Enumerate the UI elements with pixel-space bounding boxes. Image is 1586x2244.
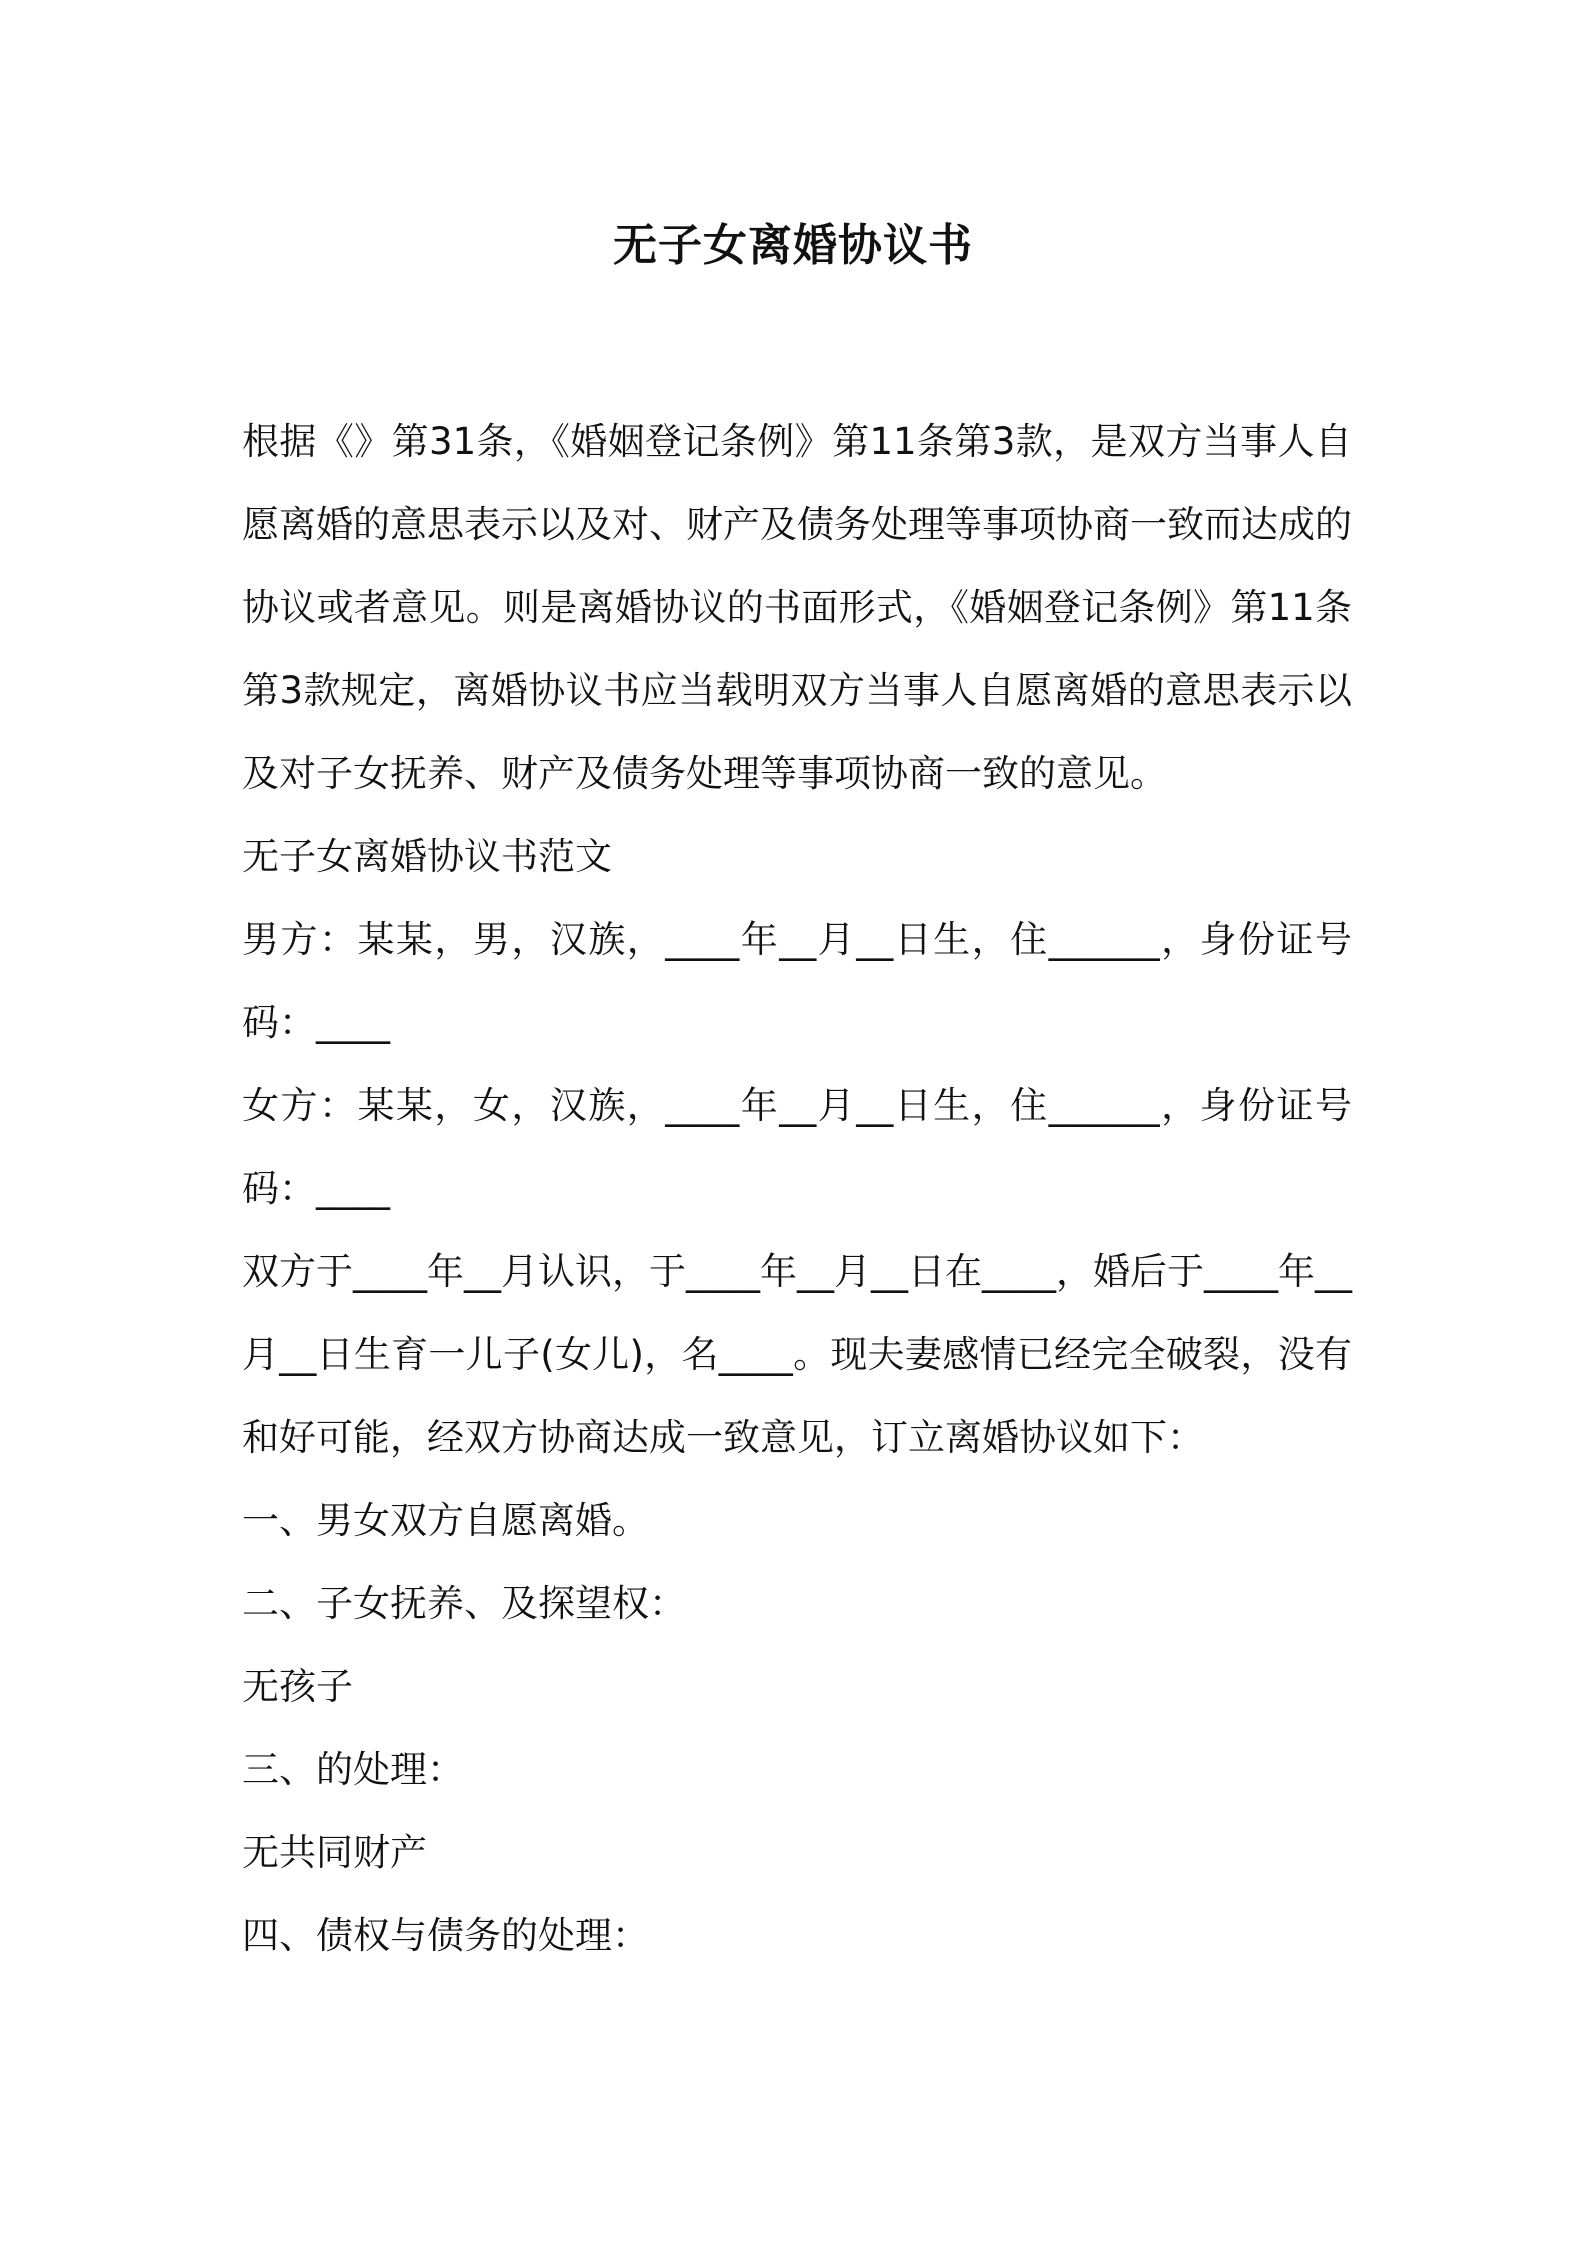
document-title: 无子女离婚协议书 <box>613 220 973 271</box>
sample-heading: 无子女离婚协议书范文 <box>242 835 612 878</box>
clause-2-heading: 二、子女抚养、及探望权： <box>242 1582 686 1625</box>
clause-3-content: 无共同财产 <box>242 1831 427 1874</box>
marriage-background: 双方于____年__月认识，于____年__月__日在____，婚后于____年__月__日生育一儿子(女儿)，名____。现夫妻感情已经完全破裂，没有和好可能，经双方协商达成一致意见，订立离婚协议如下： <box>242 1250 1352 1459</box>
intro-paragraph: 根据《》第31条，《婚姻登记条例》第11条第3款，是双方当事人自愿离婚的意思表示以及对、财产及债务处理等事项协商一致而达成的协议或者意见。则是离婚协议的书面形式，《婚姻登记条例》第11条第3款规定，离婚协议书应当载明双方当事人自愿离婚的意思表示以及对子女抚养、财产及债务处理等事项协商一致的意见。 <box>242 420 1352 795</box>
clause-2-content: 无孩子 <box>242 1665 353 1708</box>
clause-1: 一、男女双方自愿离婚。 <box>242 1499 649 1542</box>
clause-4-heading: 四、债权与债务的处理： <box>242 1914 649 1957</box>
male-party-info: 男方：某某，男，汉族，____年__月__日生，住______，身份证号码：____ <box>242 918 1352 1044</box>
document-body <box>242 400 1352 1977</box>
female-party-info: 女方：某某，女，汉族，____年__月__日生，住______，身份证号码：____ <box>242 1084 1352 1210</box>
clause-3-heading: 三、的处理： <box>242 1748 464 1791</box>
